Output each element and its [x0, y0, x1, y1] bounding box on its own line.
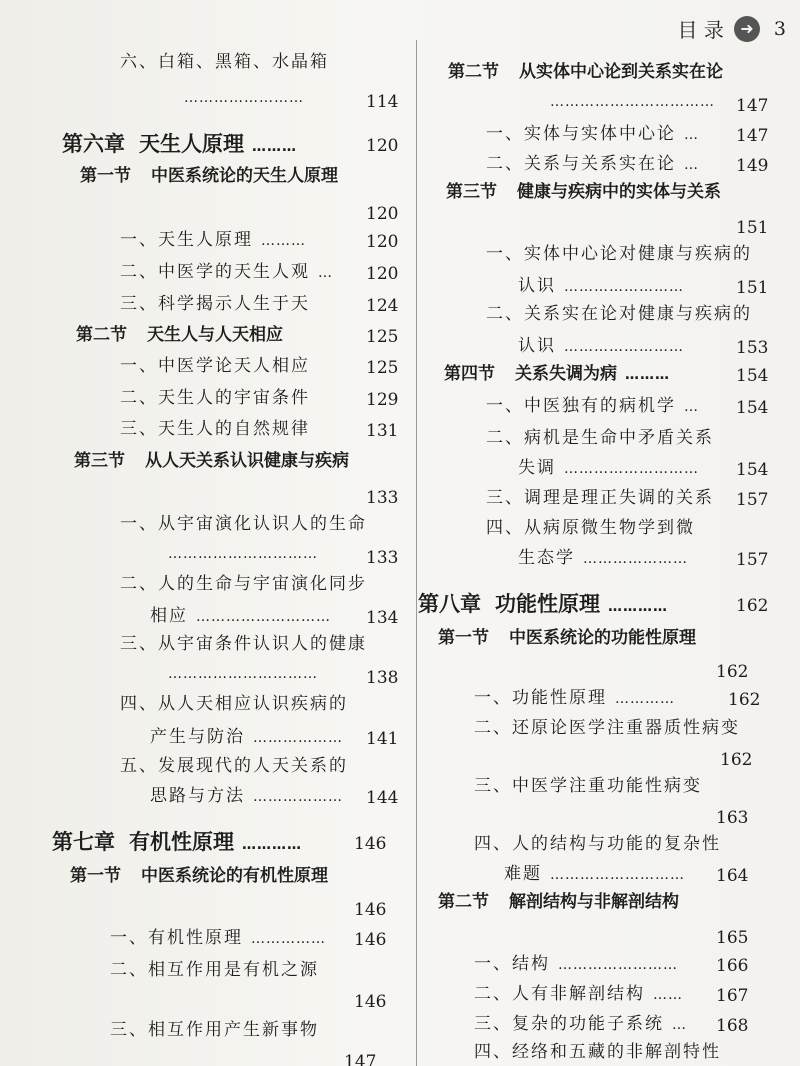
toc-entry-item [120, 514, 367, 534]
toc-entry-item [120, 694, 348, 714]
entry-page-number: 162 [716, 662, 749, 682]
entry-page-number: 120 [366, 136, 399, 156]
toc-entry-item [504, 864, 685, 884]
entry-title: 认识 [518, 276, 556, 296]
toc-entry-item [120, 634, 367, 654]
entry-page-number: 151 [736, 278, 769, 298]
leader-dots: … [684, 399, 699, 415]
entry-page-number: 146 [354, 930, 387, 950]
toc-entry-sec [438, 628, 696, 648]
leader-dots: ……………………… [550, 867, 685, 883]
entry-number: 第二节 [448, 62, 499, 82]
entry-page-number: 133 [366, 488, 399, 508]
entry-number: 三、 [486, 488, 524, 508]
toc-entry-item [518, 548, 688, 568]
entry-page-number: 157 [736, 490, 769, 510]
entry-title: 从人天相应认识疾病的 [158, 694, 348, 714]
leader-dots: ……………………… [564, 461, 699, 477]
entry-title: 从宇宙条件认识人的健康 [158, 634, 367, 654]
entry-page-number: 162 [728, 690, 761, 710]
leader-dots: …………………… [564, 339, 684, 355]
entry-number: 一、 [486, 124, 524, 144]
entry-title: 结构 [512, 954, 550, 974]
entry-page-number: 151 [736, 218, 769, 238]
entry-title: 科学揭示人生于天 [158, 294, 310, 314]
leader-dots: …………………… [558, 957, 678, 973]
entry-title: 病机是生命中矛盾关系 [524, 428, 714, 448]
entry-number: 第六章 [62, 132, 125, 156]
entry-title: 人的结构与功能的复杂性 [512, 834, 721, 854]
entry-number: 六、 [120, 52, 158, 72]
entry-page-number: 162 [736, 596, 769, 616]
entry-title: 调理是理正失调的关系 [524, 488, 714, 508]
entry-page-number: 114 [366, 92, 399, 112]
entry-title: 经络和五藏的非解剖特性 [512, 1042, 721, 1062]
entry-title: 关系与关系实在论 [524, 154, 676, 174]
leader-dots: ……… [261, 233, 306, 249]
leader-dots: ………………………… [168, 546, 318, 562]
page-header [678, 14, 786, 43]
leader-dots: ………… [608, 599, 668, 615]
entry-title: 天生人原理 [139, 132, 244, 156]
entry-page-number: 146 [354, 992, 387, 1012]
entry-page-number: 162 [720, 750, 753, 770]
entry-number: 五、 [120, 756, 158, 776]
toc-entry-chap [62, 132, 297, 157]
toc-entry-item [150, 606, 331, 626]
entry-number: 第八章 [418, 592, 481, 616]
entry-title: 有机性原理 [148, 928, 243, 948]
entry-number: 第二节 [76, 325, 127, 345]
toc-entry-item [120, 230, 306, 250]
leader-dots: ……… [625, 367, 670, 383]
entry-number: 二、 [486, 428, 524, 448]
leader-dots: …………… [251, 931, 326, 947]
entry-number: 一、 [120, 514, 158, 534]
entry-title: 中医学论天人相应 [158, 356, 310, 376]
entry-page-number: 125 [366, 327, 399, 347]
entry-title: 从病原微生物学到微 [524, 518, 695, 538]
leader-dots: ………………… [583, 551, 688, 567]
toc-entry-item [120, 574, 367, 594]
entry-title: 从实体中心论到关系实在论 [519, 62, 723, 82]
entry-title: 解剖结构与非解剖结构 [509, 892, 679, 912]
entry-title: 还原论医学注重器质性病变 [512, 718, 740, 738]
entry-number: 第一节 [438, 628, 489, 648]
entry-number: 第三节 [74, 451, 125, 471]
entry-title: 相应 [150, 606, 188, 626]
entry-title: 功能性原理 [512, 688, 607, 708]
entry-number: 四、 [486, 518, 524, 538]
toc-entry-item [120, 419, 310, 439]
entry-number: 一、 [474, 688, 512, 708]
toc-entry-sec [80, 166, 338, 186]
toc-entry-item [150, 727, 343, 747]
entry-title: 功能性原理 [495, 592, 600, 616]
entry-title: 从宇宙演化认识人的生命 [158, 514, 367, 534]
entry-page-number: 131 [366, 421, 399, 441]
leader-dots: …………………… [564, 279, 684, 295]
entry-number: 三、 [474, 776, 512, 796]
toc-entry-item [110, 1020, 319, 1040]
entry-number: 一、 [110, 928, 148, 948]
leader-dots: ……… [252, 139, 297, 155]
toc-entry-item [474, 1014, 687, 1034]
entry-title: 天生人与人天相应 [147, 325, 283, 345]
entry-title: 相互作用是有机之源 [148, 960, 319, 980]
toc-entry-item [120, 262, 333, 282]
toc-entry-sec [444, 364, 670, 384]
entry-number: 第三节 [446, 182, 497, 202]
entry-title: 从人天关系认识健康与疾病 [145, 451, 349, 471]
toc-entry-chap [418, 592, 668, 617]
entry-number: 二、 [120, 574, 158, 594]
toc-entry-sec [448, 62, 723, 82]
entry-page-number: 120 [366, 204, 399, 224]
entry-number: 二、 [486, 304, 524, 324]
toc-entry-item [486, 396, 699, 416]
entry-page-number: 164 [716, 866, 749, 886]
entry-page-number: 134 [366, 608, 399, 628]
entry-page-number: 167 [716, 986, 749, 1006]
toc-entry-item [110, 928, 326, 948]
toc-entry-item [110, 960, 319, 980]
entry-number: 一、 [120, 356, 158, 376]
entry-title: 中医系统论的功能性原理 [509, 628, 696, 648]
leader-dots: … [672, 1017, 687, 1033]
entry-number: 三、 [110, 1020, 148, 1040]
toc-entry-item [120, 356, 310, 376]
entry-page-number: 147 [736, 96, 769, 116]
toc-entry-item [150, 786, 343, 806]
toc-entry-item [486, 304, 752, 324]
entry-number: 第四节 [444, 364, 495, 384]
entry-number: 四、 [120, 694, 158, 714]
leader-dots: ……………………… [196, 609, 331, 625]
entry-number: 二、 [474, 984, 512, 1004]
leader-dots: …………………………… [550, 94, 715, 110]
entry-number: 四、 [474, 834, 512, 854]
toc-entry-item [474, 776, 702, 796]
leader-dots: ……………… [253, 789, 343, 805]
entry-number: 二、 [110, 960, 148, 980]
toc-entry-item [120, 294, 310, 314]
toc-entry-item [486, 428, 714, 448]
entry-number: 二、 [120, 388, 158, 408]
entry-page-number: 120 [366, 232, 399, 252]
entry-title: 相互作用产生新事物 [148, 1020, 319, 1040]
leader-dots: ………………………… [168, 666, 318, 682]
toc-entry-item [486, 154, 699, 174]
entry-title: 生态学 [518, 548, 575, 568]
toc-entry-item [120, 756, 348, 776]
entry-page-number: 125 [366, 358, 399, 378]
toc-entry-sec [438, 892, 679, 912]
arrow-right-icon: ➜ [734, 16, 760, 42]
leader-dots: … [318, 265, 333, 281]
toc-entry-item [518, 458, 699, 478]
entry-title: 关系失调为病 [515, 364, 617, 384]
toc-entry-item [474, 834, 721, 854]
entry-title: 中医系统论的天生人原理 [151, 166, 338, 186]
entry-title: 中医学的天生人观 [158, 262, 310, 282]
page-number: 3 [773, 17, 786, 40]
leader-dots: … [684, 157, 699, 173]
entry-number: 一、 [474, 954, 512, 974]
entry-page-number: 149 [736, 156, 769, 176]
toc-entry-item [120, 52, 329, 72]
toc-entry-item [120, 388, 310, 408]
toc-entry-dots [176, 90, 304, 107]
entry-title: 中医学注重功能性病变 [512, 776, 702, 796]
entry-page-number: 144 [366, 788, 399, 808]
leader-dots: …………………… [184, 90, 304, 106]
entry-title: 失调 [518, 458, 556, 478]
toc-entry-item [486, 488, 714, 508]
toc-entry-item [474, 1042, 721, 1062]
entry-title: 天生人的宇宙条件 [158, 388, 310, 408]
header-label: 目 录 [677, 18, 724, 42]
entry-title: 实体与实体中心论 [524, 124, 676, 144]
entry-page-number: 129 [366, 390, 399, 410]
entry-page-number: 166 [716, 956, 749, 976]
entry-number: 四、 [474, 1042, 512, 1062]
entry-number: 三、 [120, 419, 158, 439]
entry-title: 实体中心论对健康与疾病的 [524, 244, 752, 264]
leader-dots: ………… [242, 837, 302, 853]
column-divider [416, 40, 417, 1066]
entry-title: 健康与疾病中的实体与关系 [517, 182, 721, 202]
toc-entry-dots [542, 94, 715, 111]
entry-title: 复杂的功能子系统 [512, 1014, 664, 1034]
entry-page-number: 147 [736, 126, 769, 146]
entry-number: 三、 [120, 294, 158, 314]
toc-entry-item [486, 244, 752, 264]
entry-page-number: 154 [736, 460, 769, 480]
entry-number: 三、 [474, 1014, 512, 1034]
toc-entry-sec [74, 451, 349, 471]
entry-page-number: 157 [736, 550, 769, 570]
leader-dots: ……………… [253, 730, 343, 746]
entry-number: 一、 [486, 396, 524, 416]
leader-dots: … [684, 127, 699, 143]
toc-entry-sec [446, 182, 721, 202]
toc-entry-item [474, 954, 678, 974]
entry-title: 中医独有的病机学 [524, 396, 676, 416]
entry-number: 一、 [120, 230, 158, 250]
toc-entry-item [474, 688, 675, 708]
entry-title: 思路与方法 [150, 786, 245, 806]
entry-number: 三、 [120, 634, 158, 654]
entry-page-number: 141 [366, 729, 399, 749]
entry-title: 中医系统论的有机性原理 [141, 866, 328, 886]
toc-entry-item [474, 718, 740, 738]
entry-page-number: 120 [366, 264, 399, 284]
entry-number: 第一节 [70, 866, 121, 886]
entry-page-number: 154 [736, 398, 769, 418]
entry-title: 认识 [518, 336, 556, 356]
entry-title: 白箱、黑箱、水晶箱 [158, 52, 329, 72]
entry-title: 发展现代的人天关系的 [158, 756, 348, 776]
toc-entry-item [474, 984, 683, 1004]
entry-title: 天生人原理 [158, 230, 253, 250]
toc-entry-dots [160, 546, 318, 563]
toc-entry-item [486, 124, 699, 144]
entry-page-number: 153 [736, 338, 769, 358]
toc-entry-chap [52, 830, 302, 855]
entry-number: 二、 [486, 154, 524, 174]
entry-page-number: 133 [366, 548, 399, 568]
entry-number: 二、 [474, 718, 512, 738]
entry-page-number: 147 [344, 1052, 377, 1066]
entry-page-number: 138 [366, 668, 399, 688]
entry-page-number: 146 [354, 900, 387, 920]
entry-page-number: 154 [736, 366, 769, 386]
entry-page-number: 163 [716, 808, 749, 828]
entry-number: 二、 [120, 262, 158, 282]
entry-title: 难题 [504, 864, 542, 884]
entry-title: 天生人的自然规律 [158, 419, 310, 439]
leader-dots: …… [653, 987, 683, 1003]
entry-title: 人有非解剖结构 [512, 984, 645, 1004]
entry-page-number: 124 [366, 296, 399, 316]
toc-entry-dots [160, 666, 318, 683]
leader-dots: ………… [615, 691, 675, 707]
entry-page-number: 168 [716, 1016, 749, 1036]
entry-number: 一、 [486, 244, 524, 264]
toc-entry-sec [76, 325, 283, 345]
entry-page-number: 165 [716, 928, 749, 948]
entry-title: 人的生命与宇宙演化同步 [158, 574, 367, 594]
entry-number: 第二节 [438, 892, 489, 912]
toc-entry-sec [70, 866, 328, 886]
entry-page-number: 146 [354, 834, 387, 854]
entry-title: 有机性原理 [129, 830, 234, 854]
entry-number: 第一节 [80, 166, 131, 186]
toc-entry-item [518, 276, 684, 296]
entry-title: 产生与防治 [150, 727, 245, 747]
toc-entry-item [486, 518, 695, 538]
toc-entry-item [518, 336, 684, 356]
entry-number: 第七章 [52, 830, 115, 854]
entry-title: 关系实在论对健康与疾病的 [524, 304, 752, 324]
